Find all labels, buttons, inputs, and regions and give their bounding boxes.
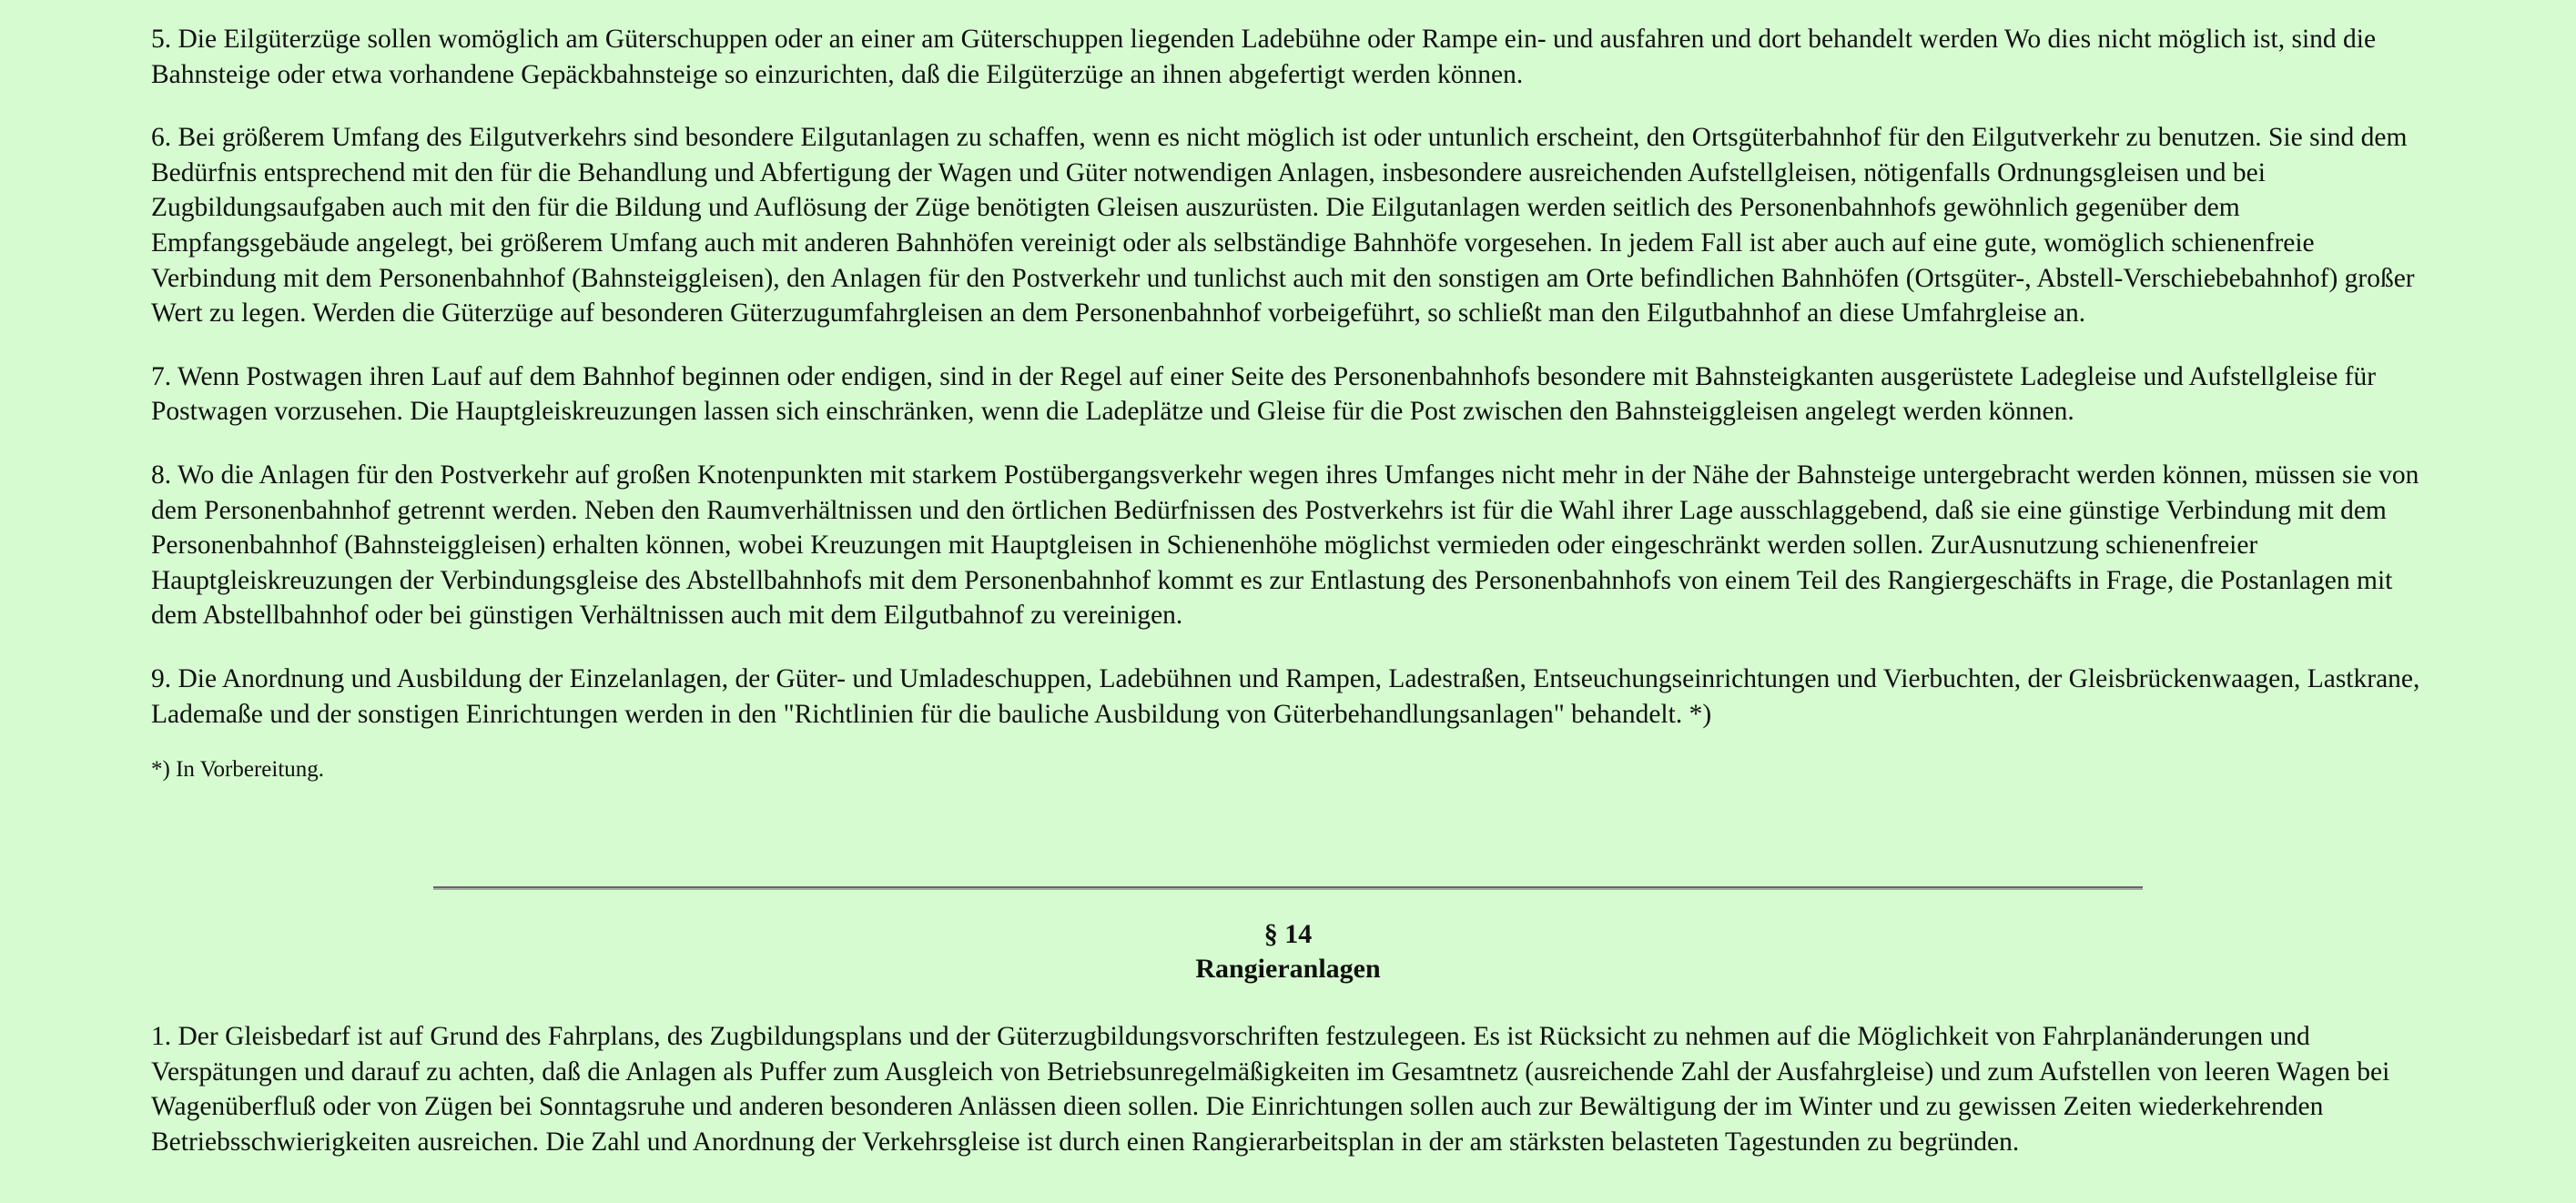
paragraph-9: 9. Die Anordnung und Ausbildung der Einzelanlagen, der Güter- und Umladeschuppen, Ladebühnen und Rampen, Ladestraßen, Entseuchungseinrichtungen und Vierbuchten, der Gleisbrückenwaagen, Lastkrane, Lademaße und der sonstigen Einrichtungen werden in den "Richtlinien für die bauliche Ausbildung von Güterbehandlungsanlagen" behandelt. *) <box>151 663 2420 729</box>
paragraph-7: 7. Wenn Postwagen ihren Lauf auf dem Bahnhof beginnen oder endigen, sind in der Regel auf einer Seite des Personenbahnhofs besondere mit Bahnsteigkanten ausgerüstete Ladegleise und Aufstellgleise für Postwagen vorzusehen. Die Hauptgleiskreuzungen lassen sich einschränken, wenn die Ladeplätze und Gleise für die Post zwischen den Bahnsteiggleisen angelegt werden können. <box>151 361 2377 427</box>
paragraph-8: 8. Wo die Anlagen für den Postverkehr auf großen Knotenpunkten mit starkem Postübergangsverkehr wegen ihres Umfanges nicht mehr in der Nähe der Bahnsteige untergebracht werden können, müssen sie von dem Personenbahnhof getrennt werden. Neben den Raumverhältnissen und den örtlichen Bedürfnissen des Postverkehrs ist für die Wahl ihrer Lage ausschlaggebend, daß sie eine günstige Verbindung mit dem Personenbahnhof (Bahnsteiggleisen) erhalten können, wobei Kreuzungen mit Hauptgleisen in Schienenhöhe möglichst vermieden oder eingeschränkt werden sollen. ZurAusnutzung schienenfreier Hauptgleiskreuzungen der Verbindungsgleise des Abstellbahnhofs mit dem Personenbahnhof kommt es zur Entlastung des Personenbahnhofs von einem Teil des Rangiergeschäfts in Frage, die Postanlagen mit dem Abstellbahnhof oder bei günstigen Verhältnissen auch mit dem Eilgutbahnof zu vereinigen. <box>151 460 2419 631</box>
footnote: *) In Vorbereitung. <box>151 757 325 783</box>
section-number: § 14 <box>1263 919 1313 949</box>
document-body <box>151 22 2427 783</box>
paragraph-5: 5. Die Eilgüterzüge sollen womöglich am Güterschuppen oder an einer am Güterschuppen liegenden Ladebühne oder Rampe ein- und ausfahren und dort behandelt werden Wo dies nicht möglich ist, sind die Bahnsteige oder etwa vorhandene Gepäckbahnsteige so einzurichten, daß die Eilgüterzüge an ihnen abgefertigt werden können. <box>151 25 2377 89</box>
section-title: Rangieranlagen <box>1195 954 1381 984</box>
section-heading <box>0 917 2576 986</box>
section-body <box>151 1019 2427 1188</box>
section-divider <box>433 886 2143 890</box>
section-paragraph-1: 1. Der Gleisbedarf ist auf Grund des Fahrplans, des Zugbildungsplans und der Güterzugbildungsvorschriften festzulegeen. Es ist Rücksicht zu nehmen auf die Möglichkeit von Fahrplanänderungen und Verspätungen und darauf zu achten, daß die Anlagen als Puffer zum Ausgleich von Betriebsunregelmäßigkeiten im Gesamtnetz (ausreichende Zahl der Ausfahrgleise) und zum Aufstellen von leeren Wagen bei Wagenüberfluß oder von Zügen bei Sonntagsruhe und anderen besonderen Anlässen dieen sollen. Die Einrichtungen sollen auch zur Bewältigung der im Winter und zu gewissen Zeiten wiederkehrenden Betriebsschwierigkeiten ausreichen. Die Zahl und Anordnung der Verkehrsgleise ist durch einen Rangierarbeitsplan in der am stärksten belasteten Tagestunden zu begründen. <box>151 1022 2390 1157</box>
paragraph-6: 6. Bei größerem Umfang des Eilgutverkehrs sind besondere Eilgutanlagen zu schaffen, wenn es nicht möglich ist oder untunlich erscheint, den Ortsgüterbahnhof für den Eilgutverkehr zu benutzen. Sie sind dem Bedürfnis entsprechend mit den für die Behandlung und Abfertigung der Wagen und Güter notwendigen Anlagen, insbesondere ausreichenden Aufstellgleisen, nötigenfalls Ordnungsgleisen und bei Zugbildungsaufgaben auch mit den für die Bildung und Auflösung der Züge benötigten Gleisen auszurüsten. Die Eilgutanlagen werden seitlich des Personenbahnhofs gewöhnlich gegenüber dem Empfangsgebäude angelegt, bei größerem Umfang auch mit anderen Bahnhöfen vereinigt oder als selbständige Bahnhöfe vorgesehen. In jedem Fall ist aber auch auf eine gute, womöglich schienenfreie Verbindung mit dem Personenbahnhof (Bahnsteiggleisen), den Anlagen für den Postverkehr und tunlichst auch mit den sonstigen am Orte befindlichen Bahnhöfen (Ortsgüter-, Abstell-Verschiebebahnhof) großer Wert zu legen. Werden die Güterzüge auf besonderen Güterzugumfahrgleisen an dem Personenbahnhof vorbeigeführt, so schließt man den Eilgutbahnhof an diese Umfahrgleise an. <box>151 123 2415 329</box>
